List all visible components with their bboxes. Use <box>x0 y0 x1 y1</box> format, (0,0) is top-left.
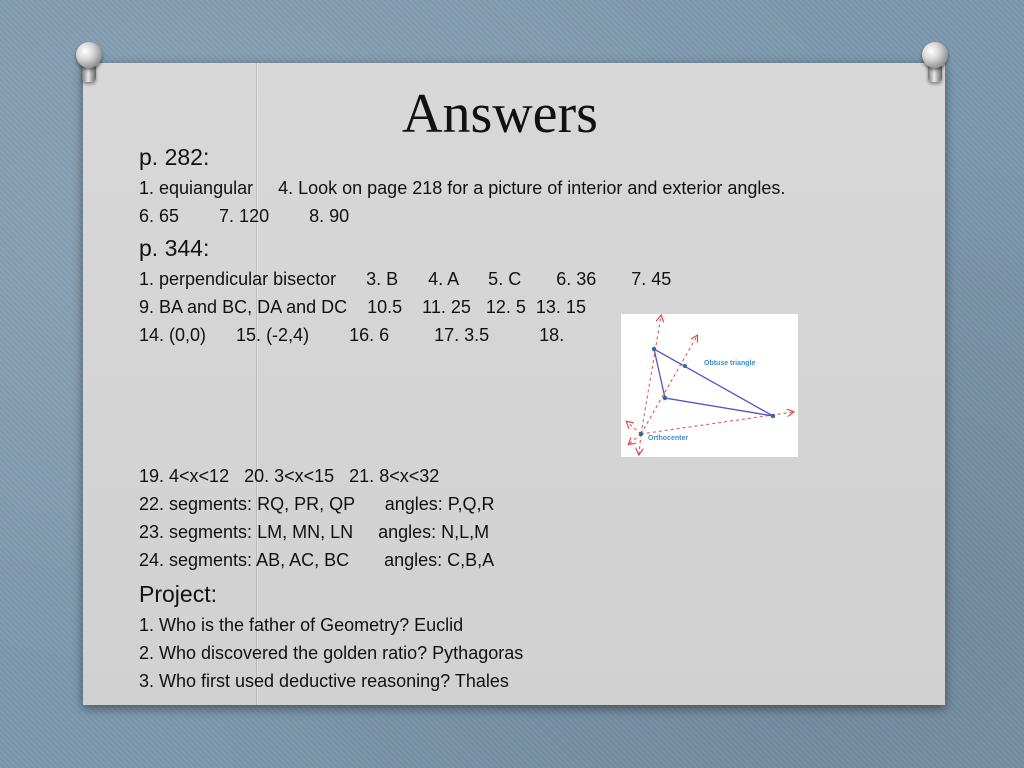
orthocenter-point <box>639 432 643 436</box>
answer-line: 9. BA and BC, DA and DC 10.5 11. 25 12. 5 13. 15 <box>139 297 586 317</box>
answer-line: 6. 65 7. 120 8. 90 <box>139 206 350 226</box>
pushpin-icon <box>74 42 104 88</box>
foot-point <box>683 364 687 368</box>
project-line: 1. Who is the father of Geometry? Euclid <box>139 615 464 635</box>
slide-title: Answers <box>402 83 598 145</box>
answer-line: 19. 4<x<12 20. 3<x<15 21. 8<x<32 <box>139 466 440 486</box>
obtuse-triangle-figure <box>621 314 798 457</box>
slide-paper <box>83 63 945 705</box>
answer-line: 24. segments: AB, AC, BC angles: C,B,A <box>139 550 495 570</box>
project-line: 2. Who discovered the golden ratio? Pythagoras <box>139 643 524 663</box>
figure-label-orthocenter: Orthocenter <box>648 435 689 442</box>
vertex-point <box>771 414 775 418</box>
figure-label-triangle: Obtuse triangle <box>704 360 756 367</box>
answer-line: 1. equiangular 4. Look on page 218 for a picture of interior and exterior angles. <box>139 178 786 198</box>
altitude-line <box>627 422 641 434</box>
paper-fold-line <box>256 63 257 705</box>
vertex-point <box>663 396 667 400</box>
answer-line: 22. segments: RQ, PR, QP angles: P,Q,R <box>139 494 495 514</box>
altitude-line <box>629 434 641 444</box>
vertex-point <box>652 347 656 351</box>
section-heading-project: Project: <box>139 581 217 607</box>
section-heading-p344: p. 344: <box>139 235 210 261</box>
answer-line: 1. perpendicular bisector 3. B 4. A 5. C 6. 36 7. 45 <box>139 269 672 289</box>
answer-line: 23. segments: LM, MN, LN angles: N,L,M <box>139 522 490 542</box>
answer-line: 14. (0,0) 15. (-2,4) 16. 6 17. 3.5 18. <box>139 325 565 345</box>
section-heading-p282: p. 282: <box>139 144 210 170</box>
pushpin-icon <box>920 42 950 88</box>
project-line: 3. Who first used deductive reasoning? Thales <box>139 671 509 691</box>
altitude-line <box>639 434 641 454</box>
